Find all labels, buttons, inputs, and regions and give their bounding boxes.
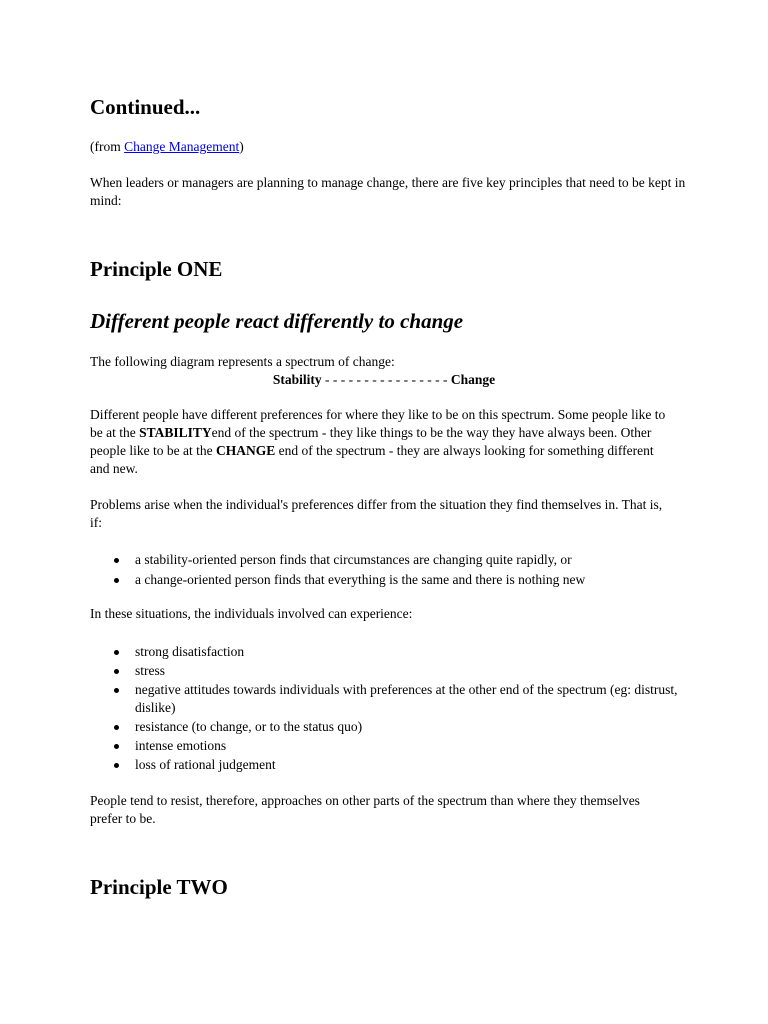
stability-emphasis: STABILITY bbox=[139, 425, 212, 440]
problems-list bbox=[90, 551, 690, 591]
page-title: Continued... bbox=[90, 95, 201, 119]
list-item bbox=[90, 737, 690, 755]
list-item-text: a change-oriented person finds that everything is the same and there is nothing new bbox=[135, 572, 586, 587]
spectrum-stability-label: Stability bbox=[272, 372, 322, 387]
list-item bbox=[90, 681, 690, 717]
change-spectrum-diagram bbox=[90, 371, 678, 389]
source-reference bbox=[90, 138, 244, 156]
list-item-text: negative attitudes towards individuals with preferences at the other end of the spectrum (eg: distrust, dislike) bbox=[135, 682, 678, 715]
preferences-text-2: end of the spectrum - they like things to be the way they have always been. Other people like to be at the bbox=[90, 425, 652, 458]
spectrum-dashes: - - - - - - - - - - - - - - - - bbox=[321, 372, 451, 387]
source-prefix: (from bbox=[90, 139, 125, 154]
source-suffix: ) bbox=[239, 139, 244, 154]
bullet-icon bbox=[114, 669, 119, 674]
list-item bbox=[90, 756, 690, 774]
diagram-intro-text: The following diagram represents a spectrum of change: bbox=[90, 354, 395, 369]
problems-paragraph: Problems arise when the individual's preferences differ from the situation they find themselves in. That is, if: bbox=[90, 497, 663, 530]
preferences-text-3: end of the spectrum - they are always looking for something different and new. bbox=[90, 443, 654, 476]
principle-two-heading: Principle TWO bbox=[90, 875, 228, 899]
list-item-text: strong disatisfaction bbox=[135, 644, 245, 659]
bullet-icon bbox=[114, 744, 119, 749]
bullet-icon bbox=[114, 650, 119, 655]
bullet-icon bbox=[114, 578, 119, 583]
change-emphasis: CHANGE bbox=[215, 443, 276, 458]
intro-paragraph: When leaders or managers are planning to manage change, there are five key principles that need to be kept in mind: bbox=[90, 175, 686, 208]
list-item bbox=[90, 571, 690, 589]
effects-list bbox=[90, 643, 690, 775]
list-item bbox=[90, 551, 690, 569]
list-item bbox=[90, 718, 690, 736]
list-item-text: stress bbox=[135, 663, 165, 678]
bullet-icon bbox=[114, 558, 119, 563]
list-item bbox=[90, 662, 690, 680]
resist-paragraph: People tend to resist, therefore, approaches on other parts of the spectrum than where they themselves prefer to be. bbox=[90, 793, 640, 826]
list-item-text: resistance (to change, or to the status quo) bbox=[135, 719, 363, 734]
list-item-text: loss of rational judgement bbox=[135, 757, 276, 772]
bullet-icon bbox=[114, 763, 119, 768]
bullet-icon bbox=[114, 688, 119, 693]
list-item-text: a stability-oriented person finds that circumstances are changing quite rapidly, or bbox=[135, 552, 572, 567]
change-management-link[interactable]: Change Management bbox=[124, 139, 240, 154]
principle-one-heading: Principle ONE bbox=[90, 257, 223, 281]
list-item bbox=[90, 643, 690, 661]
list-item-text: intense emotions bbox=[135, 738, 227, 753]
principle-one-subtitle: Different people react differently to change bbox=[90, 309, 464, 333]
bullet-icon bbox=[114, 725, 119, 730]
preferences-text-1: Different people have different preferences for where they like to be on this spectrum. Some people like to be at the bbox=[90, 407, 666, 440]
spectrum-change-label: Change bbox=[450, 372, 496, 387]
preferences-paragraph bbox=[90, 406, 670, 478]
situations-paragraph: In these situations, the individuals involved can experience: bbox=[90, 606, 413, 621]
